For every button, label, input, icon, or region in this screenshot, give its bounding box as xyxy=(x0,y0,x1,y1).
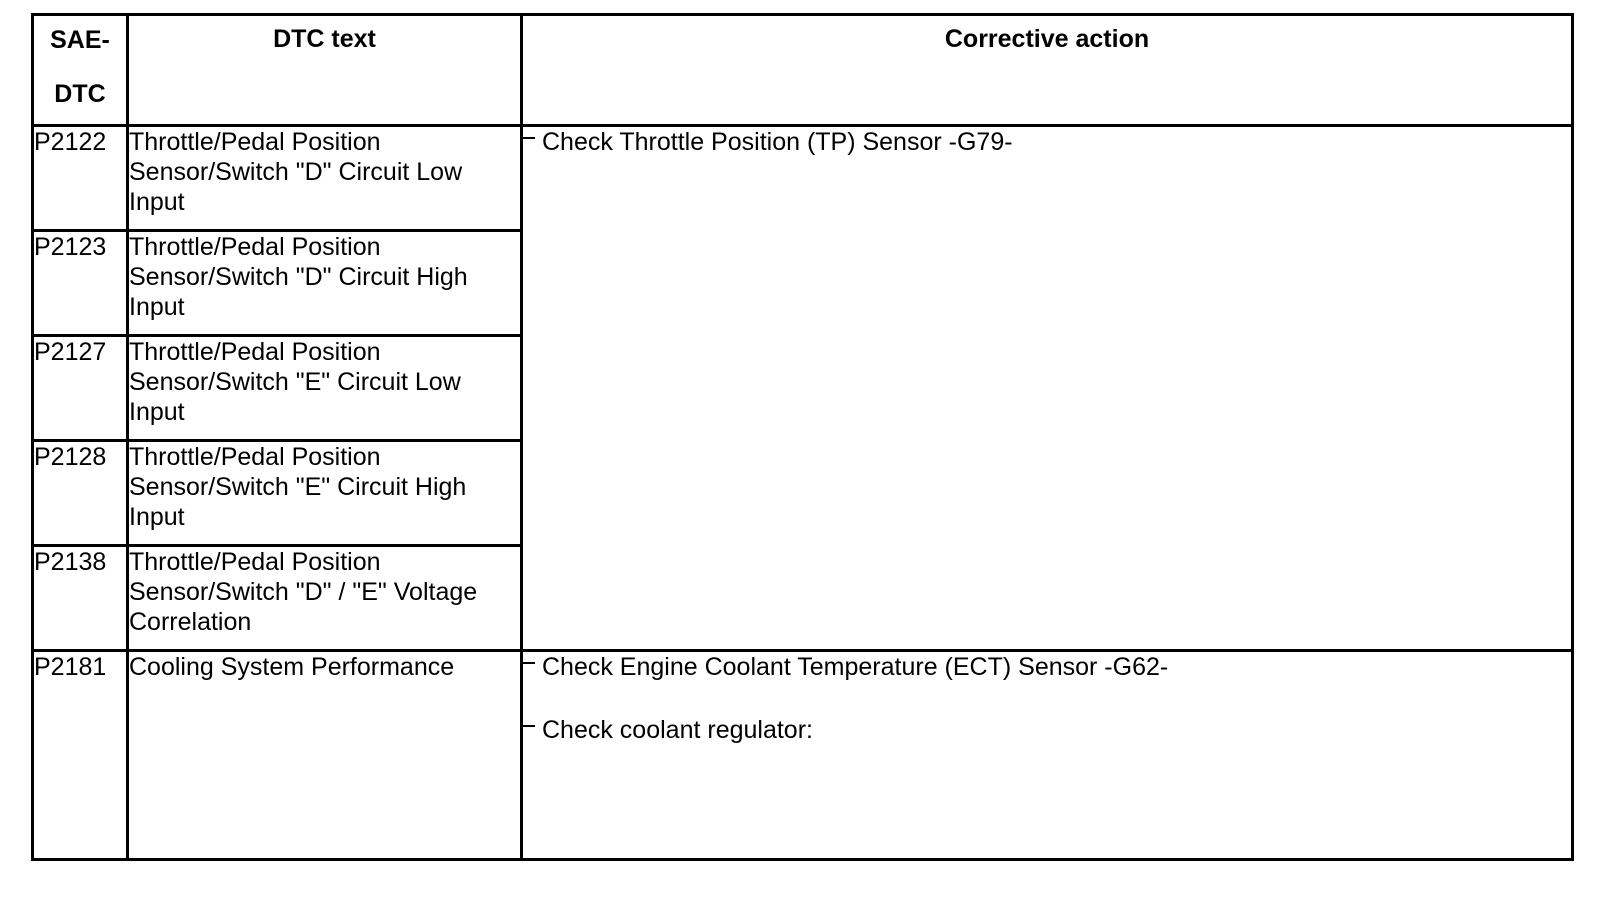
action-text: Check Throttle Position (TP) Sensor -G79- xyxy=(542,128,1013,156)
header-sae-dtc xyxy=(33,15,128,126)
table-row xyxy=(33,651,1573,860)
action-item xyxy=(523,652,1571,682)
dtc-code: P2122 xyxy=(33,126,128,231)
header-corrective-action xyxy=(522,15,1573,126)
dtc-code: P2123 xyxy=(33,231,128,336)
table-row xyxy=(33,126,1573,231)
dash-bullet-icon xyxy=(523,662,535,664)
dtc-text: Throttle/Pedal Position Sensor/Switch "E" Circuit Low Input xyxy=(128,336,522,441)
header-code-line1: SAE- xyxy=(50,26,110,54)
dtc-code: P2138 xyxy=(33,546,128,651)
corrective-action-cell xyxy=(522,126,1573,651)
dtc-code: P2181 xyxy=(33,651,128,860)
dash-bullet-icon xyxy=(523,725,535,727)
dtc-text: Throttle/Pedal Position Sensor/Switch "E" Circuit High Input xyxy=(128,441,522,546)
header-row xyxy=(33,15,1573,126)
header-text-label: DTC text xyxy=(273,25,376,53)
dtc-text: Throttle/Pedal Position Sensor/Switch "D" Circuit High Input xyxy=(128,231,522,336)
dtc-text: Cooling System Performance xyxy=(128,651,522,860)
header-dtc-text xyxy=(128,15,522,126)
header-action-label: Corrective action xyxy=(944,25,1150,53)
dtc-code: P2127 xyxy=(33,336,128,441)
action-text: Check Engine Coolant Temperature (ECT) Sensor -G62- xyxy=(542,653,1169,681)
dtc-code: P2128 xyxy=(33,441,128,546)
dtc-text: Throttle/Pedal Position Sensor/Switch "D" / "E" Voltage Correlation xyxy=(128,546,522,651)
dtc-text: Throttle/Pedal Position Sensor/Switch "D" Circuit Low Input xyxy=(128,126,522,231)
dash-bullet-icon xyxy=(523,137,535,139)
action-item xyxy=(523,715,1571,745)
dtc-table xyxy=(31,13,1574,861)
header-code-line2: DTC xyxy=(54,80,106,108)
action-item xyxy=(523,127,1571,157)
action-text: Check coolant regulator: xyxy=(542,716,813,744)
corrective-action-cell xyxy=(522,651,1573,860)
